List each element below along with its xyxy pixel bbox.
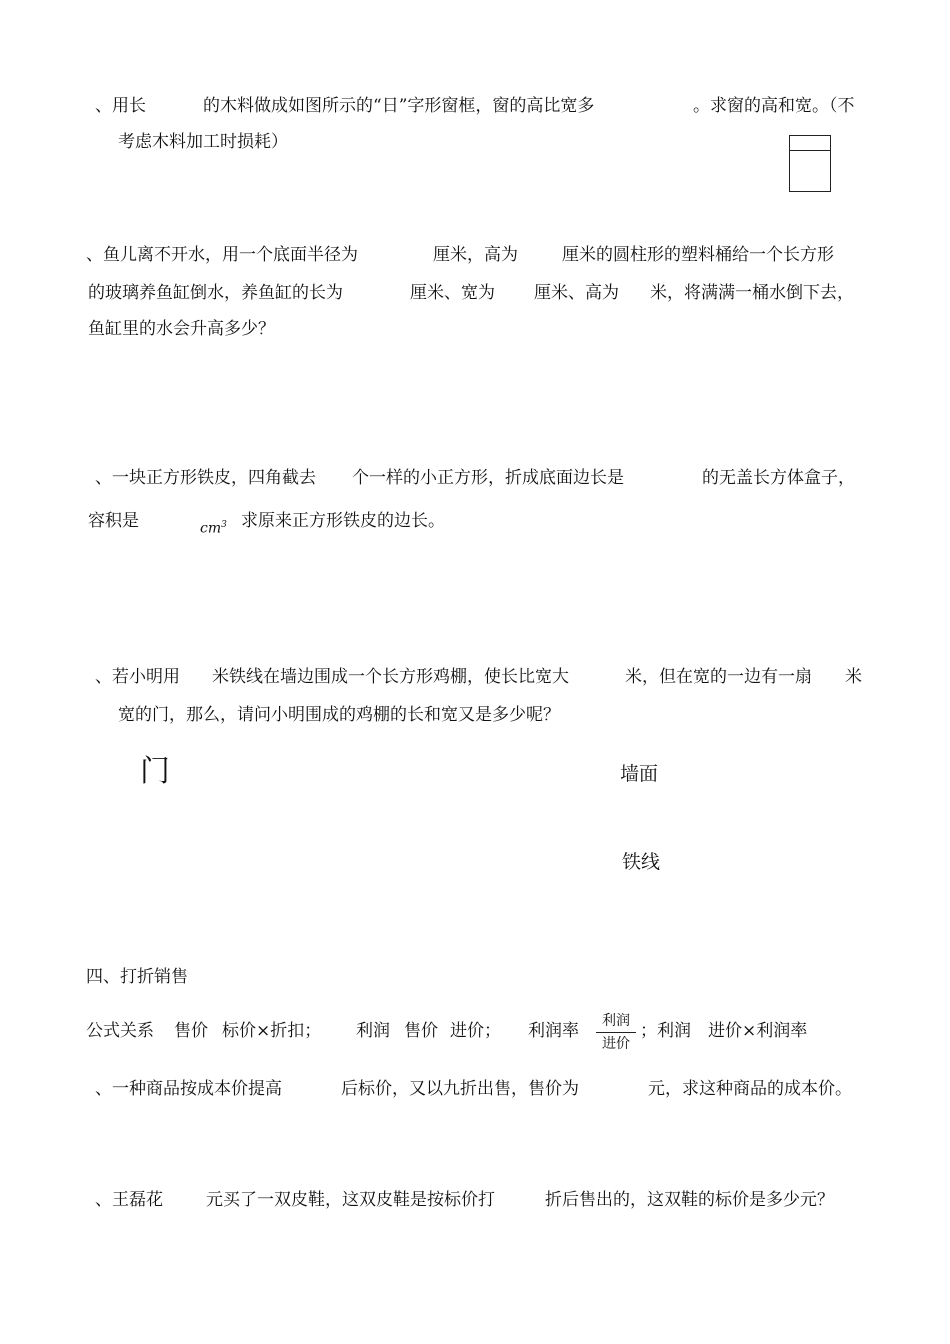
formula-sale-price: 售价 bbox=[174, 1021, 208, 1041]
q3-line2-part-a: 容积是 bbox=[88, 511, 139, 531]
q2-line3: 鱼缸里的水会升高多少？ bbox=[88, 319, 275, 339]
q1-line2: 考虑木料加工时损耗） bbox=[118, 132, 288, 152]
s4-q2-part-b: 元买了一双皮鞋，这双皮鞋是按标价打 bbox=[206, 1190, 495, 1210]
q3-line1-part-c: 的无盖长方体盒子， bbox=[702, 468, 855, 488]
q2-line2-part-d: 米，将满满一桶水倒下去， bbox=[650, 283, 854, 303]
q2-line2-part-c: 厘米、高为 bbox=[534, 283, 619, 303]
q3-line1-part-a: 、一块正方形铁皮，四角截去 bbox=[95, 468, 316, 488]
formula-cost: 进价； bbox=[450, 1021, 501, 1041]
q4-line2: 宽的门，那么，请问小明围成的鸡棚的长和宽又是多少呢？ bbox=[118, 705, 560, 725]
q1-line1-part-a: 、用长 bbox=[95, 96, 146, 116]
volume-unit bbox=[200, 515, 227, 539]
q3-line1-part-b: 个一样的小正方形，折成底面边长是 bbox=[352, 468, 624, 488]
section4-title: 四、打折销售 bbox=[86, 967, 188, 987]
s4-q1-part-c: 元，求这种商品的成本价。 bbox=[648, 1079, 852, 1099]
q2-line1-part-c: 厘米的圆柱形的塑料桶给一个长方形 bbox=[562, 245, 834, 265]
formula-profit: 利润 bbox=[356, 1021, 390, 1041]
window-frame-diagram bbox=[789, 135, 831, 192]
fraction-numerator: 利润 bbox=[602, 1013, 630, 1029]
q4-line1-part-a: 、若小明用 bbox=[95, 667, 180, 687]
q2-line1-part-b: 厘米，高为 bbox=[433, 245, 518, 265]
wire-label: 铁线 bbox=[622, 851, 661, 873]
formula-sale-price-2: 售价 bbox=[404, 1021, 438, 1041]
q1-line1-part-b: 的木料做成如图所示的“日”字形窗框，窗的高比宽多 bbox=[203, 96, 595, 116]
s4-q2-part-c: 折后售出的，这双鞋的标价是多少元？ bbox=[545, 1190, 834, 1210]
q2-line2-part-b: 厘米、宽为 bbox=[410, 283, 495, 303]
q3-line2-part-b: 求原来正方形铁皮的边长。 bbox=[241, 511, 445, 531]
formula-label: 公式关系 bbox=[86, 1021, 154, 1041]
q4-line1-part-d: 米 bbox=[845, 667, 862, 687]
formula-cost-times-rate: 进价×利润率 bbox=[708, 1021, 808, 1041]
volume-unit-exponent: 3 bbox=[221, 520, 227, 530]
q4-line1-part-b: 米铁线在墙边围成一个长方形鸡棚，使长比宽大 bbox=[212, 667, 569, 687]
q1-line1-part-c: 。求窗的高和宽。（不 bbox=[693, 96, 855, 116]
formula-list-discount: 标价×折扣； bbox=[222, 1021, 322, 1041]
door-label: 门 bbox=[140, 754, 170, 789]
profit-rate-fraction bbox=[596, 1012, 636, 1053]
wall-label: 墙面 bbox=[620, 763, 659, 785]
fraction-denominator: 进价 bbox=[602, 1036, 630, 1052]
q2-line1-part-a: 、鱼儿离不开水，用一个底面半径为 bbox=[86, 245, 358, 265]
formula-profit-rate: 利润率 bbox=[528, 1021, 579, 1041]
s4-q2-part-a: 、王磊花 bbox=[95, 1190, 163, 1210]
formula-profit-2: ；利润 bbox=[640, 1021, 691, 1041]
s4-q1-part-b: 后标价，又以九折出售，售价为 bbox=[341, 1079, 579, 1099]
volume-unit-cm: cm bbox=[200, 520, 222, 537]
window-frame-crossbar bbox=[790, 150, 830, 151]
q2-line2-part-a: 的玻璃养鱼缸倒水，养鱼缸的长为 bbox=[88, 283, 343, 303]
q4-line1-part-c: 米，但在宽的一边有一扇 bbox=[625, 667, 812, 687]
s4-q1-part-a: 、一种商品按成本价提高 bbox=[95, 1079, 282, 1099]
fraction-bar bbox=[596, 1032, 636, 1033]
